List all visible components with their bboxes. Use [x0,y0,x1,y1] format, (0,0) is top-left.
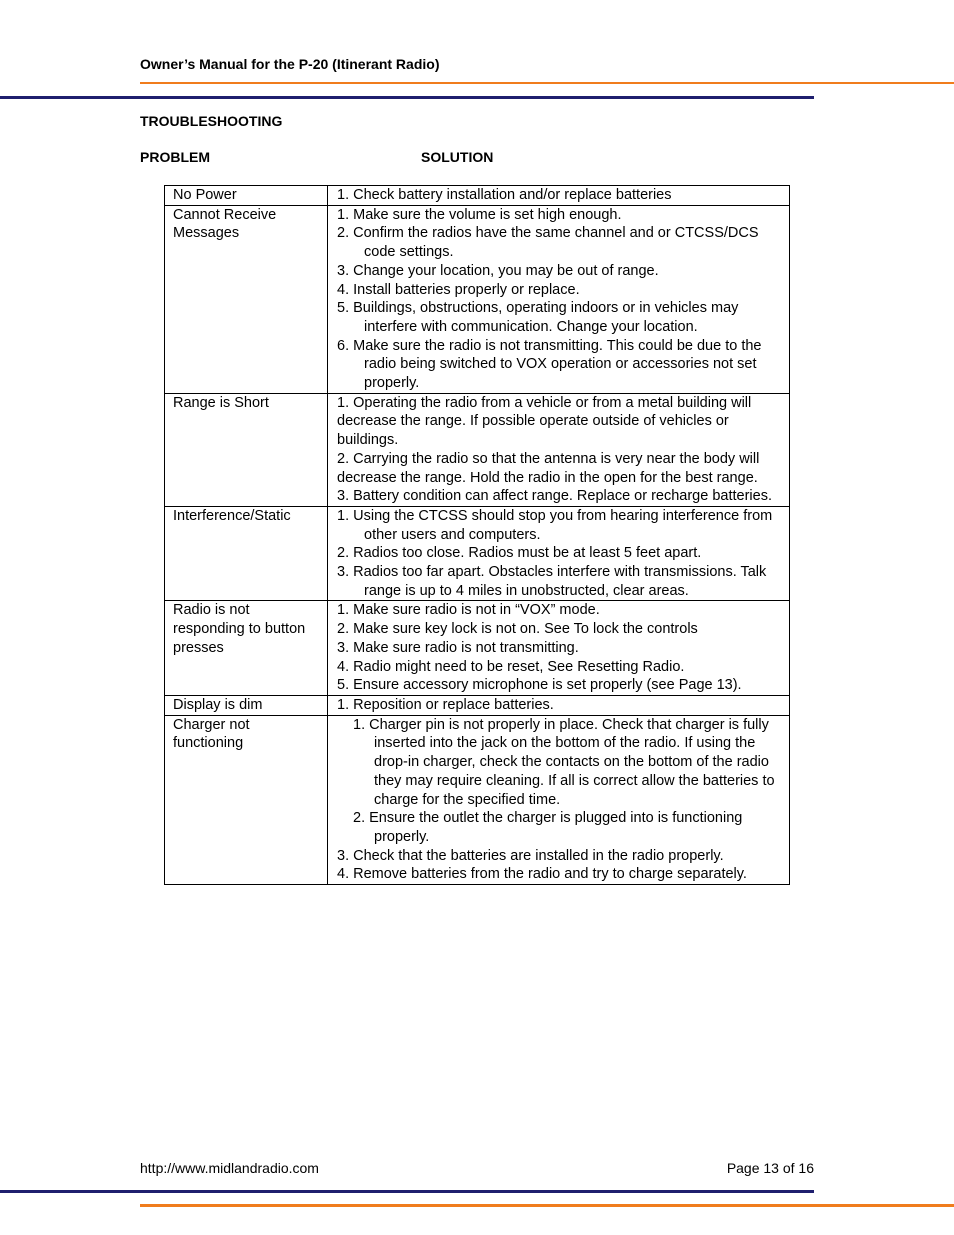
solution-item: 4. Install batteries properly or replace. [337,281,580,298]
table-row [165,205,790,393]
solution-item: 3. Change your location, you may be out of range. [337,262,659,279]
solution-cell [328,186,790,206]
table-row [165,186,790,206]
solution-column-heading: SOLUTION [421,149,494,165]
solution-item: 5. Buildings, obstructions, operating indoors or in vehicles may interfere with communication. Change your location. [337,300,739,335]
solution-item: 1. Make sure the volume is set high enough. [337,206,622,223]
page-number: Page 13 of 16 [726,1160,814,1176]
solution-item: 2. Make sure key lock is not on. See To lock the controls [337,621,698,638]
solution-item: 5. Ensure accessory microphone is set properly (see Page 13). [337,677,742,694]
solution-item: 1. Reposition or replace batteries. [337,696,554,713]
header-orange-rule [140,82,954,84]
problem-column-heading: PROBLEM [140,149,210,165]
solution-item: 3. Radios too far apart. Obstacles interfere with transmissions. Talk range is up to 4 miles in unobstructed, clear areas. [337,564,767,599]
solution-cell [328,205,790,393]
table-row [165,393,790,506]
footer-url: http://www.midlandradio.com [140,1160,319,1176]
solution-cell [328,393,790,506]
table-row [165,715,790,884]
solution-item: 1. Make sure radio is not in “VOX” mode. [337,602,600,619]
solution-item: 2. Carrying the radio so that the antenna is very near the body will decrease the range. Hold the radio in the open for the best range. [337,450,760,486]
table-row [165,506,790,601]
solution-item: 3. Check that the batteries are installed in the radio properly. [337,847,724,864]
footer-orange-rule [140,1204,954,1207]
table-row [165,601,790,696]
problem-cell: Charger not functioning [165,715,328,884]
section-heading: TROUBLESHOOTING [140,113,283,129]
manual-title: Owner’s Manual for the P-20 (Itinerant Radio) [140,56,440,72]
problem-cell: No Power [165,186,328,206]
header-navy-rule [0,96,814,99]
solution-cell [328,695,790,715]
solution-cell [328,601,790,696]
solution-item: 3. Battery condition can affect range. Replace or recharge batteries. [337,488,772,505]
solution-cell [328,715,790,884]
problem-cell: Interference/Static [165,506,328,601]
solution-item: 4. Radio might need to be reset, See Resetting Radio. [337,658,685,675]
solution-item: 1. Charger pin is not properly in place. Check that charger is fully inserted into the jack on the bottom of the radio. If using the drop-in charger, check the contacts on the bottom of the radio they may require cleaning. If all is correct allow the batteries to charge for the specified time. [353,716,775,808]
solution-item: 2. Ensure the outlet the charger is plugged into is functioning properly. [353,810,743,845]
solution-cell [328,506,790,601]
solution-item: 1. Check battery installation and/or replace batteries [337,187,672,203]
problem-cell: Range is Short [165,393,328,506]
problem-cell: Radio is not responding to button presses [165,601,328,696]
solution-item: 3. Make sure radio is not transmitting. [337,639,579,656]
solution-item: 1. Operating the radio from a vehicle or from a metal building will decrease the range. If possible operate outside of vehicles or buildings. [337,394,752,449]
table-row [165,695,790,715]
solution-item: 6. Make sure the radio is not transmitting. This could be due to the radio being switched to VOX operation or accessories not set properly. [337,337,762,392]
troubleshooting-table [164,185,790,885]
solution-item: 2. Radios too close. Radios must be at least 5 feet apart. [337,545,702,562]
problem-cell: Cannot Receive Messages [165,205,328,393]
solution-item: 1. Using the CTCSS should stop you from hearing interference from other users and computers. [337,507,773,543]
solution-item: 4. Remove batteries from the radio and try to charge separately. [337,866,747,883]
footer-navy-rule [0,1190,814,1193]
problem-cell: Display is dim [165,695,328,715]
solution-item: 2. Confirm the radios have the same channel and or CTCSS/DCS code settings. [337,225,759,261]
